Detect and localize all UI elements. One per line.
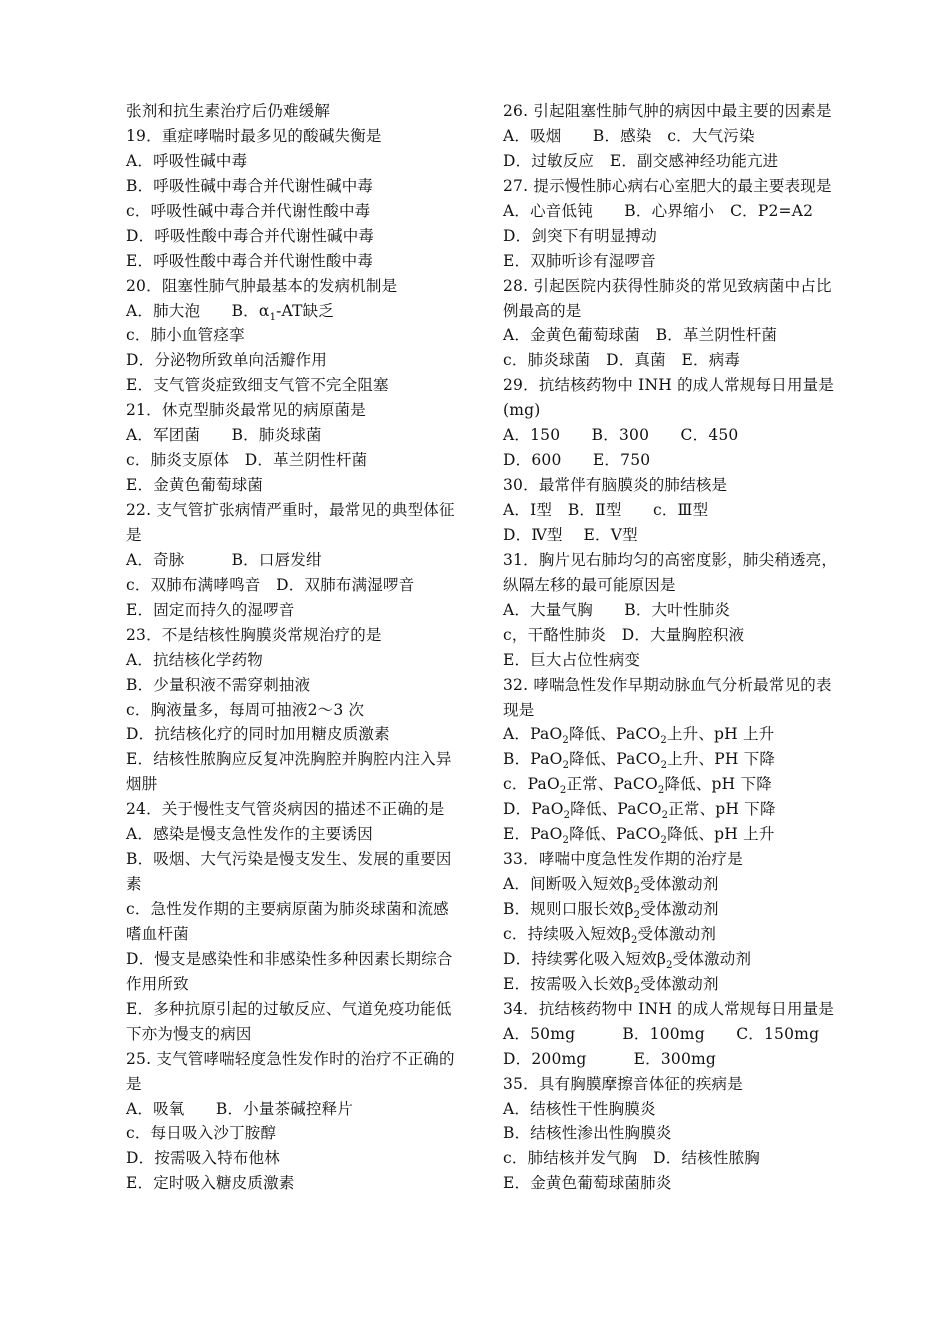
- text-line: c．呼吸性碱中毒合并代谢性酸中毒: [126, 201, 371, 220]
- text-line: D．200mg E．300mg: [503, 1049, 717, 1068]
- text-line: A．感染是慢支急性发作的主要诱因: [126, 825, 373, 844]
- text-line: A．军团菌 B．肺炎球菌: [126, 426, 322, 445]
- text-line: 34．抗结核药物中 INH 的成人常规每日用量是: [503, 999, 835, 1018]
- text-line: c．胸液量多，每周可抽液2～3 次: [126, 700, 365, 719]
- text-line: 30．最常伴有脑膜炎的肺结核是: [503, 476, 728, 495]
- text-line: 现是: [503, 700, 535, 719]
- text-line: A．150 B．300 C．450: [503, 426, 739, 445]
- text-line: A．大量气胸 B．大叶性肺炎: [503, 600, 731, 619]
- text-line: 35．具有胸膜摩擦音体征的疾病是: [503, 1074, 743, 1093]
- text-line: 21．休克型肺炎最常见的病原菌是: [126, 401, 366, 420]
- text-line: A．心音低钝 B．心界缩小 C．P2=A2: [503, 201, 814, 220]
- text-line: 25. 支气管哮喘轻度急性发作时的治疗不正确的: [126, 1049, 455, 1068]
- text-line: 作用所致: [126, 974, 189, 993]
- right-column: [503, 99, 855, 1196]
- text-line: A．呼吸性碱中毒: [126, 151, 248, 170]
- text-line: A．奇脉 B．口唇发绀: [126, 550, 322, 569]
- text-line: 26. 引起阻塞性肺气肿的病因中最主要的因素是: [503, 102, 832, 120]
- text-line: 烟肼: [126, 775, 158, 794]
- text-line: A．间断吸入短效$\beta_2$受体激动剂: [503, 875, 719, 897]
- text-line: E．金黄色葡萄球菌肺炎: [503, 1174, 672, 1193]
- text-line: 例最高的是: [503, 301, 582, 320]
- text-line: D．持续雾化吸入短效$\beta_2$受体激动剂: [503, 949, 752, 971]
- text-line: c．急性发作期的主要病原菌为肺炎球菌和流感: [126, 900, 449, 918]
- text-line: 22. 支气管扩张病情严重时，最常见的典型体征: [126, 501, 455, 519]
- text-line: A．肺大泡 B．$\alpha_1-AT$缺乏: [126, 301, 335, 323]
- text-line: A．抗结核化学药物: [126, 650, 263, 669]
- text-line: B．吸烟、大气污染是慢支发生、发展的重要因: [126, 850, 452, 869]
- text-line: (mg): [503, 401, 541, 420]
- text-line: 31．胸片见右肺均匀的高密度影，肺尖稍透亮，: [503, 550, 838, 569]
- text-line: D．按需吸入特布他林: [126, 1149, 280, 1168]
- text-line: B．呼吸性碱中毒合并代谢性碱中毒: [126, 176, 374, 195]
- text-line: E．支气管炎症致细支气管不完全阻塞: [126, 376, 389, 395]
- text-line: E．双肺听诊有湿啰音: [503, 251, 656, 270]
- text-line: 24．关于慢性支气管炎病因的描述不正确的是: [126, 800, 445, 819]
- text-line: c．肺小血管痉挛: [126, 326, 245, 345]
- text-line: D．分泌物所致单向活瓣作用: [126, 351, 328, 370]
- text-line: A．50mg B．100mg C．150mg: [503, 1024, 820, 1043]
- text-line: 23．不是结核性胸膜炎常规治疗的是: [126, 625, 382, 644]
- text-line: c．肺炎球菌 D．真菌 E．病毒: [503, 351, 741, 370]
- text-line: 19．重症哮喘时最多见的酸碱失衡是: [126, 126, 382, 145]
- text-line: c．PaO$_2$正常、PaCO$_2$降低、pH 下降: [503, 775, 772, 797]
- text-line: D．600 E．750: [503, 451, 651, 470]
- text-line: c．持续吸入短效$\beta_2$受体激动剂: [503, 924, 717, 946]
- text-line: A．PaO$_2$降低、PaCO$_2$上升、pH 上升: [503, 725, 775, 747]
- text-line: c．双肺布满哮鸣音 D．双肺布满湿啰音: [126, 575, 415, 594]
- text-line: A．结核性干性胸膜炎: [503, 1099, 656, 1118]
- text-line: B．规则口服长效$\beta_2$受体激动剂: [503, 900, 719, 921]
- text-line: D．PaO$_2$降低、PaCO$_2$正常、pH 下降: [503, 800, 776, 822]
- text-line: 下亦为慢支的病因: [126, 1024, 252, 1043]
- text-line: 张剂和抗生素治疗后仍难缓解: [126, 102, 331, 120]
- text-line: 20．阻塞性肺气肿最基本的发病机制是: [126, 276, 398, 295]
- text-line: E．呼吸性酸中毒合并代谢性酸中毒: [126, 251, 374, 270]
- text-line: E．多种抗原引起的过敏反应、气道免疫功能低: [126, 999, 452, 1018]
- text-line: D．抗结核化疗的同时加用糖皮质激素: [126, 725, 390, 744]
- text-line: 28. 引起医院内获得性肺炎的常见致病菌中占比: [503, 276, 832, 295]
- text-line: 33．哮喘中度急性发作期的治疗是: [503, 850, 743, 869]
- text-line: D．过敏反应 E．副交感神经功能亢进: [503, 151, 779, 170]
- text-line: 是: [126, 525, 142, 544]
- text-line: A．吸烟 B．感染 c．大气污染: [503, 126, 755, 145]
- text-line: 嗜血杆菌: [126, 924, 189, 943]
- text-line: A．Ⅰ型 B．Ⅱ型 c．Ⅲ型: [503, 501, 709, 519]
- text-line: B．少量积液不需穿刺抽液: [126, 675, 311, 694]
- text-line: E．巨大占位性病变: [503, 650, 641, 669]
- left-column: [126, 99, 478, 1196]
- text-line: 是: [126, 1074, 142, 1093]
- text-line: D．剑突下有明显搏动: [503, 226, 657, 245]
- text-line: A．金黄色葡萄球菌 B．革兰阴性杆菌: [503, 326, 778, 345]
- text-line: c．肺结核并发气胸 D．结核性脓胸: [503, 1149, 761, 1168]
- text-line: c．每日吸入沙丁胺醇: [126, 1124, 277, 1143]
- text-line: E．金黄色葡萄球菌: [126, 476, 264, 495]
- text-line: c．肺炎支原体 D．革兰阴性杆菌: [126, 451, 368, 470]
- text-line: 32. 哮喘急性发作早期动脉血气分析最常见的表: [503, 675, 832, 694]
- text-line: E．结核性脓胸应反复冲洗胸腔并胸腔内注入异: [126, 750, 452, 769]
- text-line: 纵隔左移的最可能原因是: [503, 575, 676, 594]
- text-line: D．Ⅳ型 E．Ⅴ型: [503, 525, 638, 544]
- text-line: D．慢支是感染性和非感染性多种因素长期综合: [126, 949, 453, 968]
- text-line: B．结核性渗出性胸膜炎: [503, 1124, 672, 1143]
- text-line: E．PaO$_2$降低、PaCO$_2$降低、pH 上升: [503, 825, 775, 847]
- text-line: A．吸氧 B．小量茶碱控释片: [126, 1099, 354, 1118]
- text-line: 29．抗结核药物中 INH 的成人常规每日用量是: [503, 376, 835, 395]
- text-line: 27. 提示慢性肺心病右心室肥大的最主要表现是: [503, 176, 832, 195]
- text-line: B．PaO$_2$降低、PaCO$_2$上升、PH 下降: [503, 750, 776, 772]
- text-line: D．呼吸性酸中毒合并代谢性碱中毒: [126, 226, 375, 245]
- text-line: c，干酪性肺炎 D．大量胸腔积液: [503, 625, 745, 644]
- text-line: E．按需吸入长效$\beta_2$受体激动剂: [503, 974, 719, 996]
- text-line: 素: [126, 875, 142, 894]
- text-line: E．定时吸入糖皮质激素: [126, 1174, 295, 1193]
- text-line: E．固定而持久的湿啰音: [126, 600, 295, 619]
